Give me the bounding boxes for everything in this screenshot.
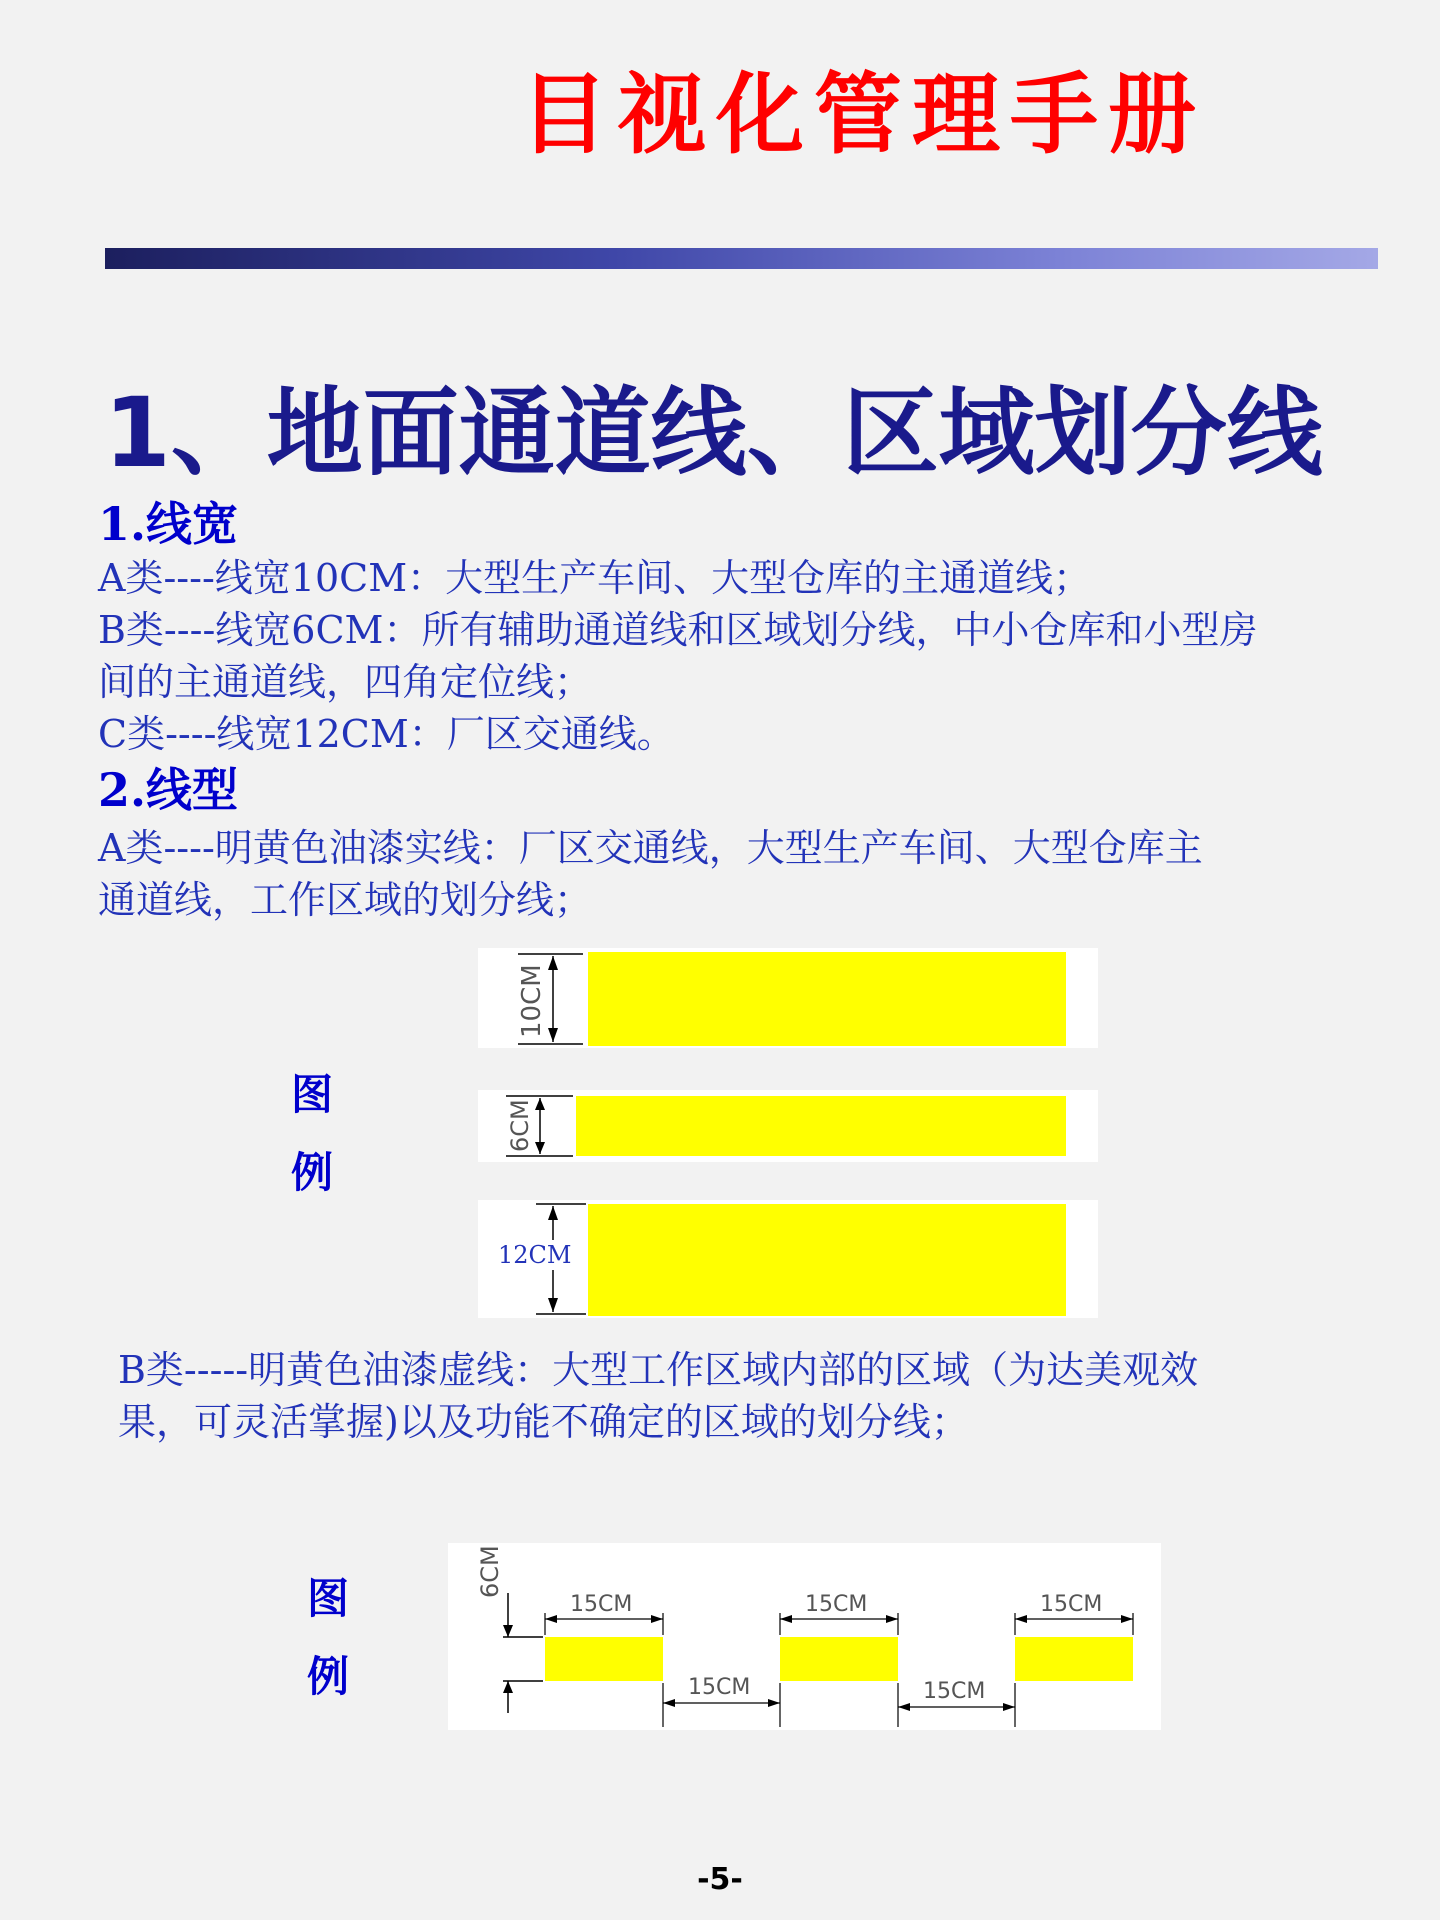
legend-label-1: [282, 1056, 342, 1212]
dim-arrow-10cm: [478, 948, 588, 1048]
solid-line-6cm: [576, 1096, 1066, 1156]
line-type-a-text-1: A类----明黄色油漆实线：厂区交通线，大型生产车间、大型仓库主: [98, 826, 1203, 870]
line-width-text-2: B类----线宽6CM：所有辅助通道线和区域划分线，中小仓库和小型房: [98, 608, 1258, 652]
dim-label: 15CM: [805, 1592, 868, 1617]
dim-label: 6CM: [476, 1545, 504, 1598]
line-type-b-text-1: B类-----明黄色油漆虚线：大型工作区域内部的区域（为达美观效: [118, 1348, 1199, 1392]
line-width-heading: 1.线宽: [98, 497, 239, 551]
dim-label: 15CM: [1040, 1592, 1103, 1617]
dim-arrow-6cm: [478, 1090, 578, 1162]
header-gradient-bar: [105, 248, 1378, 269]
section-title: 1、地面通道线、区域划分线: [104, 377, 1323, 489]
legend-label-2: [298, 1560, 358, 1716]
dim-label: 10CM: [517, 964, 547, 1038]
legend-label-char: 例: [290, 1148, 333, 1197]
line-type-a-text-2: 通道线，工作区域的划分线；: [98, 878, 593, 922]
legend-panel-12cm: [478, 1200, 1098, 1318]
legend-panel-dashed: [448, 1543, 1161, 1730]
legend-label-char: 例: [306, 1652, 349, 1701]
manual-title: 目视化管理手册: [520, 63, 1207, 166]
dim-label: 15CM: [688, 1675, 751, 1700]
dim-label: 12CM: [498, 1241, 572, 1269]
solid-line-10cm: [588, 952, 1066, 1046]
line-type-heading: 2.线型: [98, 763, 239, 817]
solid-line-12cm: [588, 1204, 1066, 1316]
page-number: -5-: [697, 1862, 743, 1897]
dim-label: 15CM: [570, 1592, 633, 1617]
legend-label-char: 图: [306, 1574, 349, 1623]
line-width-text-3: 间的主通道线，四角定位线；: [98, 660, 593, 704]
dim-label: 15CM: [923, 1679, 986, 1704]
legend-panel-10cm: [478, 948, 1098, 1048]
dim-label: 6CM: [506, 1099, 534, 1152]
line-width-text-1: A类----线宽10CM：大型生产车间、大型仓库的主通道线；: [98, 556, 1092, 600]
line-width-text-4: C类----线宽12CM：厂区交通线。: [98, 712, 675, 756]
line-type-b-text-2: 果，可灵活掌握)以及功能不确定的区域的划分线；: [118, 1400, 969, 1444]
legend-label-char: 图: [290, 1070, 333, 1119]
legend-panel-6cm: [478, 1090, 1098, 1162]
dashed-dimension-lines: [448, 1543, 1161, 1730]
